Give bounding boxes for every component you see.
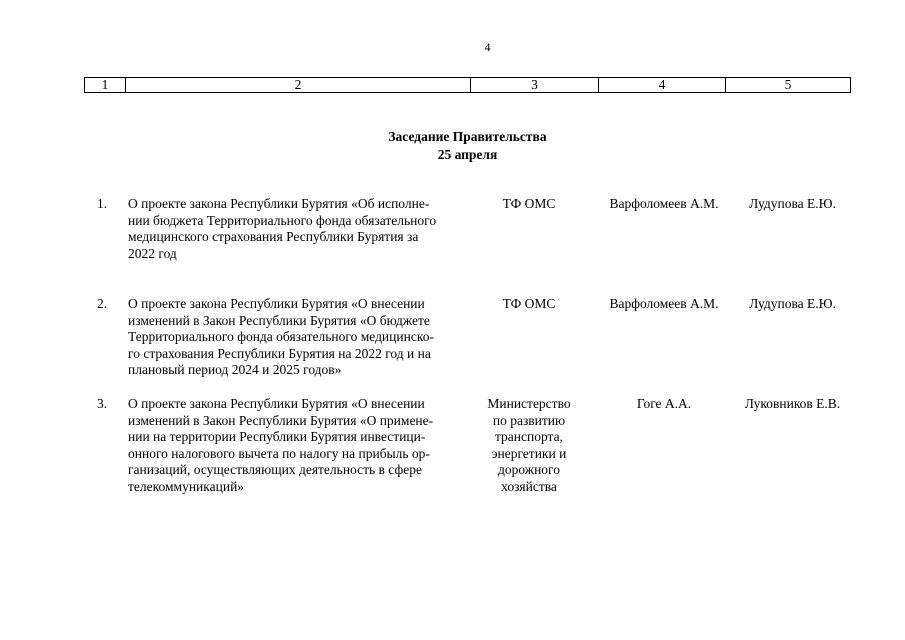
item-description [128, 296, 465, 379]
item-number: 2. [97, 296, 108, 311]
item-responsible-org [477, 296, 581, 313]
item-responsible-org-line: хозяйства [501, 478, 557, 494]
item-description-line: телекоммуникаций» [128, 478, 245, 494]
item-description-line: нии на территории Республики Бурятия инвестици- [128, 429, 426, 444]
item-co-presenter: Лудупова Е.Ю. [749, 296, 836, 311]
item-responsible-org-line: по развитию [492, 412, 566, 428]
item-description-line: го страхования Республики Бурятия на 2022 год и на [128, 345, 431, 361]
item-description-line: О проекте закона Республики Бурятия «О внесении [128, 396, 425, 411]
column-number-3: 3 [471, 78, 599, 93]
item-description-line: плановый период 2024 и 2025 годов» [128, 362, 342, 377]
item-description-line: О проекте закона Республики Бурятия «О внесении [128, 296, 425, 311]
item-responsible-org-line: Министерство [487, 396, 571, 411]
item-presenter: Варфоломеев А.М. [609, 196, 719, 211]
item-description-line: изменений в Закон Республики Бурятия «О бюджете [128, 312, 430, 328]
page-number: 4 [484, 40, 491, 54]
item-description-line: О проекте закона Республики Бурятия «Об исполне- [128, 196, 430, 211]
item-presenter: Гоге А.А. [636, 396, 692, 411]
section-title-heading: Заседание Правительства [388, 129, 547, 144]
item-description [128, 396, 465, 495]
item-description-line: нии бюджета Территориального фонда обязательного [128, 212, 437, 228]
item-description-line: 2022 год [128, 245, 177, 261]
column-number-row [85, 78, 851, 93]
section-title-date: 25 апреля [437, 147, 498, 162]
section-title [310, 128, 625, 164]
item-description-line: медицинского страхования Республики Бурятия за [128, 229, 419, 244]
item-description-line: ганизаций, осуществляющих деятельность в сфере [128, 462, 422, 477]
item-number: 3. [97, 396, 108, 411]
item-number: 1. [97, 196, 108, 211]
column-number-2: 2 [126, 78, 471, 93]
item-responsible-org-line: энергетики и [491, 445, 567, 461]
item-co-presenter: Лудупова Е.Ю. [749, 196, 836, 211]
item-responsible-org-line: дорожного [497, 462, 561, 477]
item-responsible-org [477, 196, 581, 213]
column-number-4: 4 [599, 78, 726, 93]
column-number-header [84, 77, 851, 93]
column-number-1: 1 [85, 78, 126, 93]
item-co-presenter: Луковников Е.В. [744, 396, 841, 411]
column-number-5: 5 [726, 78, 851, 93]
item-description-line: Территориального фонда обязательного медицинско- [128, 329, 434, 344]
item-responsible-org-line: ТФ ОМС [502, 196, 556, 211]
item-responsible-org-line: транспорта, [494, 429, 563, 444]
item-responsible-org-line: ТФ ОМС [502, 296, 556, 311]
item-description [128, 196, 465, 262]
item-responsible-org [477, 396, 581, 495]
item-description-line: изменений в Закон Республики Бурятия «О примене- [128, 412, 434, 428]
item-presenter: Варфоломеев А.М. [609, 296, 719, 311]
item-description-line: онного налогового вычета по налогу на прибыль ор- [128, 445, 430, 461]
